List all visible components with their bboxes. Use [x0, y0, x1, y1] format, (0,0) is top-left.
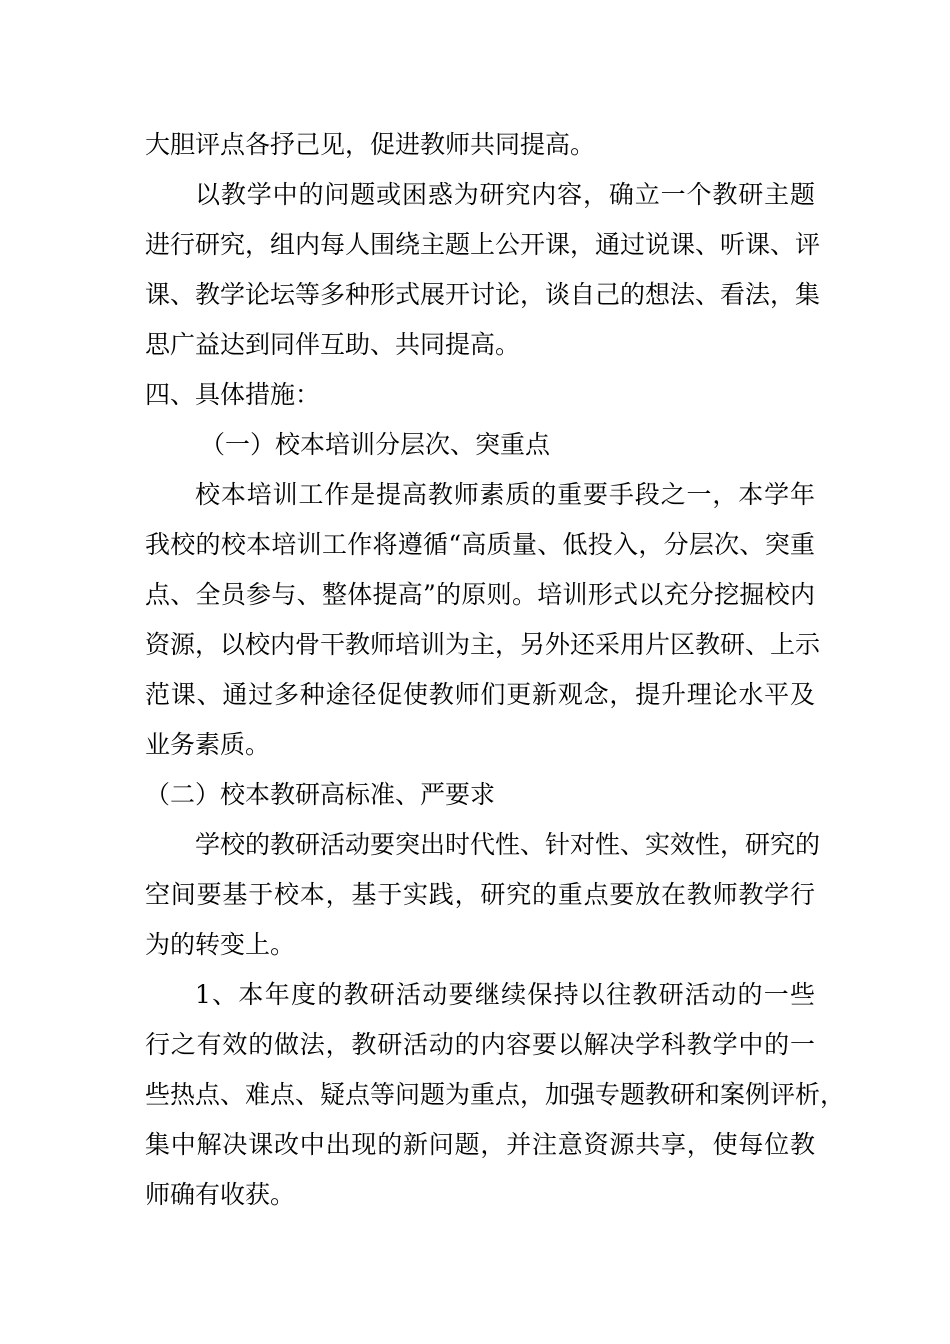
text-line: 资源，以校内骨干教师培训为主，另外还采用片区教研、上示	[145, 630, 821, 659]
paragraph-first-line: 1、本年度的教研活动要继续保持以往教研活动的一些	[195, 980, 815, 1009]
text-line: 我校的校本培训工作将遵循“高质量、低投入，分层次、突重	[145, 530, 815, 559]
text-line: 集中解决课改中出现的新问题，并注意资源共享，使每位教	[145, 1130, 815, 1159]
text-line: 点、全员参与、整体提高”的原则。培训形式以充分挖掘校内	[145, 580, 815, 609]
text-line: 课、教学论坛等多种形式展开讨论，谈自己的想法、看法，集	[145, 280, 821, 309]
text-line: 些热点、难点、疑点等问题为重点，加强专题教研和案例评析，	[145, 1080, 846, 1109]
section-heading: 四、具体措施：	[145, 380, 321, 409]
text-line: 思广益达到同伴互助、共同提高。	[145, 330, 521, 359]
text-line: 师确有收获。	[145, 1180, 296, 1209]
text-line: 进行研究，组内每人围绕主题上公开课，通过说课、听课、评	[145, 230, 821, 259]
paragraph-first-line: 以教学中的问题或困惑为研究内容，确立一个教研主题	[195, 180, 815, 209]
text-line: 范课、通过多种途径促使教师们更新观念，提升理论水平及	[145, 680, 815, 709]
text-line: 空间要基于校本，基于实践，研究的重点要放在教师教学行	[145, 880, 815, 909]
text-line: 大胆评点各抒己见，促进教师共同提高。	[145, 130, 596, 159]
document-body	[145, 120, 846, 1220]
paragraph-first-line: 学校的教研活动要突出时代性、针对性、实效性，研究的	[195, 830, 821, 859]
text-line: 为的转变上。	[145, 930, 296, 959]
subsection-heading: （二）校本教研高标准、严要求	[145, 780, 496, 809]
paragraph-first-line: 校本培训工作是提高教师素质的重要手段之一，本学年	[195, 480, 815, 509]
subsection-heading: （一）校本培训分层次、突重点	[200, 430, 551, 459]
text-line: 业务素质。	[145, 730, 271, 759]
text-line: 行之有效的做法，教研活动的内容要以解决学科教学中的一	[145, 1030, 815, 1059]
